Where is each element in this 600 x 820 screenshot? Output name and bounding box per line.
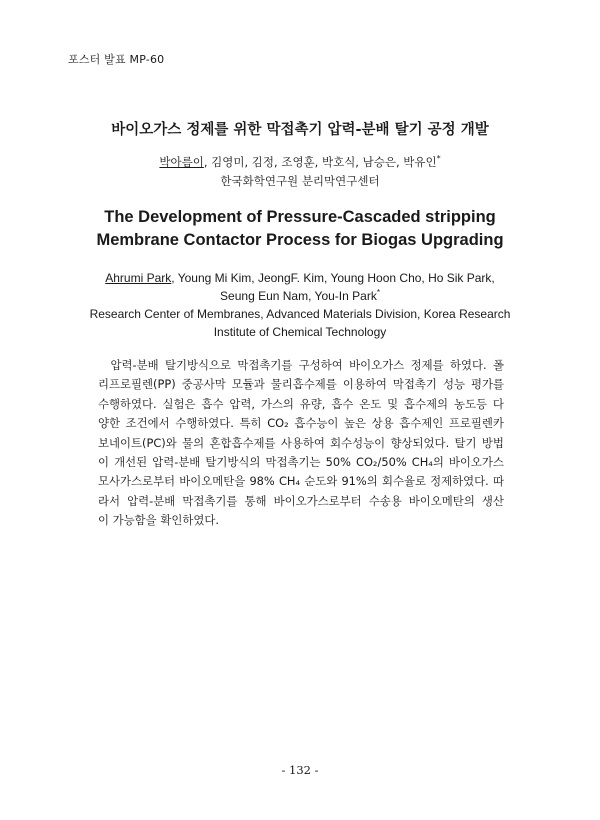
abstract-line bbox=[98, 375, 504, 394]
abstract-word: 상용 bbox=[371, 416, 394, 431]
english-authors-line-1 bbox=[0, 269, 600, 287]
abstract-word: 농도등 bbox=[453, 396, 487, 411]
english-presenter: Ahrumi Park bbox=[105, 271, 172, 285]
abstract-word: 정제를 bbox=[410, 358, 444, 372]
abstract-word: 바이오메탄을 bbox=[179, 474, 246, 489]
abstract-word: 바이오가스로부터 bbox=[273, 493, 362, 508]
abstract-word: 가스의 bbox=[260, 396, 294, 411]
abstract-line bbox=[98, 414, 504, 433]
abstract-word: 다 bbox=[492, 396, 504, 411]
english-affiliation-line-1: Research Center of Membranes, Advanced Materials Division, Korea Research bbox=[89, 307, 511, 321]
abstract-word: 방법 bbox=[481, 435, 504, 450]
abstract-word: 순도와 bbox=[304, 474, 338, 489]
abstract-word: 막접촉기를 bbox=[237, 358, 293, 372]
korean-authors bbox=[0, 154, 600, 170]
abstract-word: 통해 bbox=[244, 493, 267, 508]
abstract-word: 리프로필렌(PP) bbox=[98, 377, 176, 392]
abstract-word: 회수율로 bbox=[381, 474, 426, 489]
abstract-word: 생산 bbox=[481, 493, 504, 508]
english-affiliation-line-2: Institute of Chemical Technology bbox=[213, 325, 387, 339]
abstract-word: 91%의 bbox=[341, 474, 378, 489]
abstract-word: 98% bbox=[249, 474, 275, 489]
abstract-word: 따 bbox=[492, 474, 504, 489]
abstract-body bbox=[98, 356, 504, 531]
abstract-word: 모사가스로부터 bbox=[98, 474, 176, 489]
abstract-word: 유량, bbox=[299, 396, 326, 411]
page-number: - 132 - bbox=[281, 763, 319, 777]
abstract-word: 보네이트(PC)와 bbox=[98, 435, 177, 450]
abstract-word: 가능함을 bbox=[112, 513, 157, 528]
abstract-word: 막접촉기 bbox=[392, 377, 437, 392]
abstract-word: CO₂/50% bbox=[356, 455, 407, 470]
abstract-word: 압력, bbox=[229, 396, 255, 411]
abstract-word: 개선된 bbox=[114, 455, 148, 470]
abstract-word: 회수성능이 bbox=[330, 435, 386, 450]
abstract-word: 50% bbox=[325, 455, 351, 470]
abstract-line bbox=[98, 511, 504, 530]
abstract-word: 중공사막 bbox=[181, 377, 226, 392]
abstract-word: 향상되었다. bbox=[390, 435, 450, 450]
abstract-word: 이용하여 bbox=[342, 377, 387, 392]
abstract-word: 확인하였다. bbox=[160, 513, 219, 528]
abstract-word: 및 bbox=[387, 396, 399, 411]
abstract-word: 실험은 bbox=[162, 396, 196, 411]
abstract-word: 흡수제인 bbox=[399, 416, 444, 431]
abstract-word: 바이오메탄의 bbox=[408, 493, 475, 508]
abstract-line bbox=[98, 356, 504, 375]
abstract-word: 막접촉기를 bbox=[182, 493, 238, 508]
abstract-word: 수행하였다. bbox=[175, 416, 234, 431]
abstract-word: 탈기방식으로 bbox=[165, 358, 232, 372]
abstract-word: 흡수 bbox=[331, 396, 354, 411]
abstract-word: 막접촉기는 bbox=[265, 455, 321, 470]
abstract-word: 이 bbox=[98, 455, 110, 470]
abstract-line bbox=[98, 453, 504, 472]
english-coauthors-1: , Young Mi Kim, JeongF. Kim, Young Hoon Cho, Ho Sik Park, bbox=[171, 271, 495, 285]
abstract-word: 탈기 bbox=[454, 435, 477, 450]
abstract-line bbox=[98, 434, 504, 453]
abstract-word: 평가를 bbox=[470, 377, 504, 392]
english-corresponding-mark: * bbox=[376, 288, 380, 297]
abstract-word: 흡수 bbox=[201, 396, 224, 411]
abstract-word: 조건에서 bbox=[125, 416, 170, 431]
abstract-word: 탈기방식의 bbox=[205, 455, 261, 470]
korean-coauthors: , 김영미, 김정, 조영훈, 박호식, 남승은, 박유인 bbox=[203, 155, 437, 169]
abstract-line bbox=[98, 472, 504, 491]
abstract-word: 양한 bbox=[98, 416, 121, 431]
abstract-word: 온도 bbox=[359, 396, 382, 411]
abstract-word: 바이오가스 bbox=[349, 358, 405, 372]
abstract-word: 흡수제의 bbox=[404, 396, 449, 411]
abstract-word: 사용하여 bbox=[280, 435, 325, 450]
abstract-word: 바이오가스 bbox=[448, 455, 504, 470]
abstract-word: 이 bbox=[98, 513, 110, 528]
abstract-word: 물리흡수제를 bbox=[270, 377, 337, 392]
english-title-line-1: The Development of Pressure-Cascaded stripping bbox=[104, 208, 496, 226]
abstract-word: 압력-분배 bbox=[152, 455, 201, 470]
abstract-word: 구성하여 bbox=[298, 358, 343, 372]
abstract-word: 수행하였다. bbox=[98, 396, 157, 411]
english-authors bbox=[0, 269, 600, 305]
english-affiliation bbox=[0, 305, 600, 341]
abstract-word: 수송용 bbox=[368, 493, 402, 508]
abstract-word: CH₄ bbox=[278, 474, 301, 489]
abstract-word: 압력-분배 bbox=[127, 493, 176, 508]
abstract-word: 높은 bbox=[343, 416, 366, 431]
english-title-line-2: Membrane Contactor Process for Biogas Upgrading bbox=[96, 231, 504, 249]
abstract-word: 흡수능이 bbox=[294, 416, 339, 431]
abstract-line bbox=[98, 395, 504, 414]
english-authors-line-2 bbox=[0, 287, 600, 305]
abstract-word: CH₄의 bbox=[411, 455, 444, 470]
abstract-word: 라서 bbox=[98, 493, 121, 508]
korean-corresponding-mark: * bbox=[436, 154, 441, 164]
korean-presenter: 박아름이 bbox=[159, 155, 204, 169]
abstract-word: 성능 bbox=[442, 377, 465, 392]
abstract-word: 압력-분배 bbox=[110, 358, 159, 372]
abstract-line bbox=[98, 492, 504, 511]
abstract-word: 정제하였다. bbox=[430, 474, 489, 489]
english-coauthors-2: Seung Eun Nam, You-In Park bbox=[220, 289, 377, 303]
korean-title: 바이오가스 정제를 위한 막접촉기 압력-분배 탈기 공정 개발 bbox=[111, 122, 489, 138]
abstract-word: 폴 bbox=[492, 358, 504, 372]
session-label: 포스터 발표 MP-60 bbox=[68, 53, 165, 66]
english-title bbox=[0, 206, 600, 252]
abstract-word: 특히 bbox=[239, 416, 262, 431]
abstract-word: CO₂ bbox=[267, 416, 289, 431]
korean-affiliation: 한국화학연구원 분리막연구센터 bbox=[220, 174, 380, 188]
abstract-word: 모듈과 bbox=[231, 377, 265, 392]
abstract-word: 물의 bbox=[182, 435, 205, 450]
abstract-word: 프로필렌카 bbox=[448, 416, 504, 431]
abstract-word: 하였다. bbox=[449, 358, 487, 372]
abstract-word: 혼합흡수제를 bbox=[209, 435, 276, 450]
